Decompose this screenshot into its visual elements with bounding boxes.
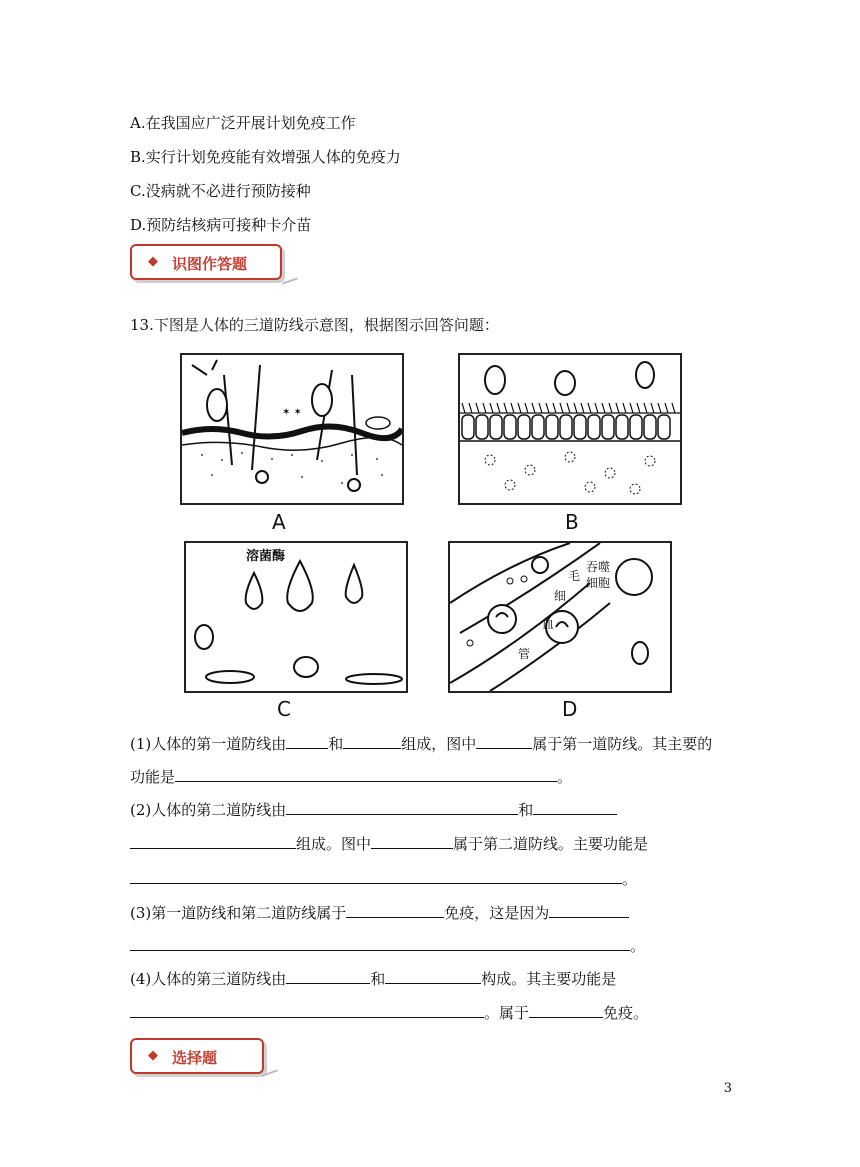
- figure-panel-b: [458, 353, 682, 505]
- diamond-icon: ◆: [148, 254, 158, 269]
- figure-label-c: C: [277, 697, 291, 721]
- section-title: 选择题: [172, 1049, 218, 1067]
- question-2-line-3: 。: [130, 868, 637, 889]
- page-number: 3: [723, 1081, 732, 1096]
- option-b: B.实行计划免疫能有效增强人体的免疫力: [130, 148, 401, 166]
- figure-label-d: D: [562, 697, 578, 721]
- section-tail-decoration: [282, 277, 298, 284]
- figure-label-a: A: [272, 510, 286, 534]
- figure-panel-c: [184, 541, 408, 693]
- question-1-line-1: (1)人体的第一道防线由 和 组成，图中 属于第一道防线。其主要的: [130, 735, 713, 753]
- question-4-line-1: (4)人体的第三道防线由 和 构成。其主要功能是: [130, 970, 617, 988]
- question-2-line-2: 组成。图中 属于第二道防线。主要功能是: [130, 833, 648, 854]
- skin-barrier-illustration: [182, 355, 402, 503]
- option-a: A.在我国应广泛开展计划免疫工作: [130, 114, 356, 132]
- svg-text:✶ ✶: ✶ ✶: [282, 407, 302, 418]
- vessel-char-2: 细: [554, 589, 567, 603]
- section-header-multiple-choice: [130, 1038, 264, 1074]
- lysozyme-illustration: [186, 543, 406, 691]
- lysozyme-label: 溶菌酶: [246, 549, 286, 564]
- option-c: C.没病就不必进行预防接种: [130, 182, 311, 200]
- option-d: D.预防结核病可接种卡介苗: [130, 216, 312, 234]
- phagocyte-capillary-illustration: [450, 543, 670, 691]
- question-3-line-1: (3)第一道防线和第二道防线属于 免疫，这是因为: [130, 902, 629, 923]
- question-13-stem: 13.下图是人体的三道防线示意图，根据图示回答问题：: [130, 316, 499, 334]
- figure-panel-a: [180, 353, 404, 505]
- mucous-membrane-illustration: [460, 355, 680, 503]
- section-title: 识图作答题: [172, 255, 248, 273]
- question-3-line-2: 。: [130, 935, 645, 956]
- diamond-icon: ◆: [148, 1048, 158, 1063]
- phagocyte-label: 吞噬 细胞: [586, 560, 611, 590]
- vessel-char-3: 血: [542, 617, 555, 631]
- section-header-figure-questions: [130, 244, 282, 280]
- question-1-line-2: 功能是 。: [130, 768, 573, 786]
- question-2-line-1: (2)人体的第二道防线由 和: [130, 799, 617, 820]
- vessel-char-4: 管: [518, 647, 531, 661]
- figure-panel-d: [448, 541, 672, 693]
- section-tail-decoration: [262, 1069, 278, 1076]
- figure-label-b: B: [565, 510, 579, 534]
- question-4-line-2: 。属于 免疫。: [130, 1002, 648, 1023]
- vessel-char-1: 毛: [568, 569, 581, 583]
